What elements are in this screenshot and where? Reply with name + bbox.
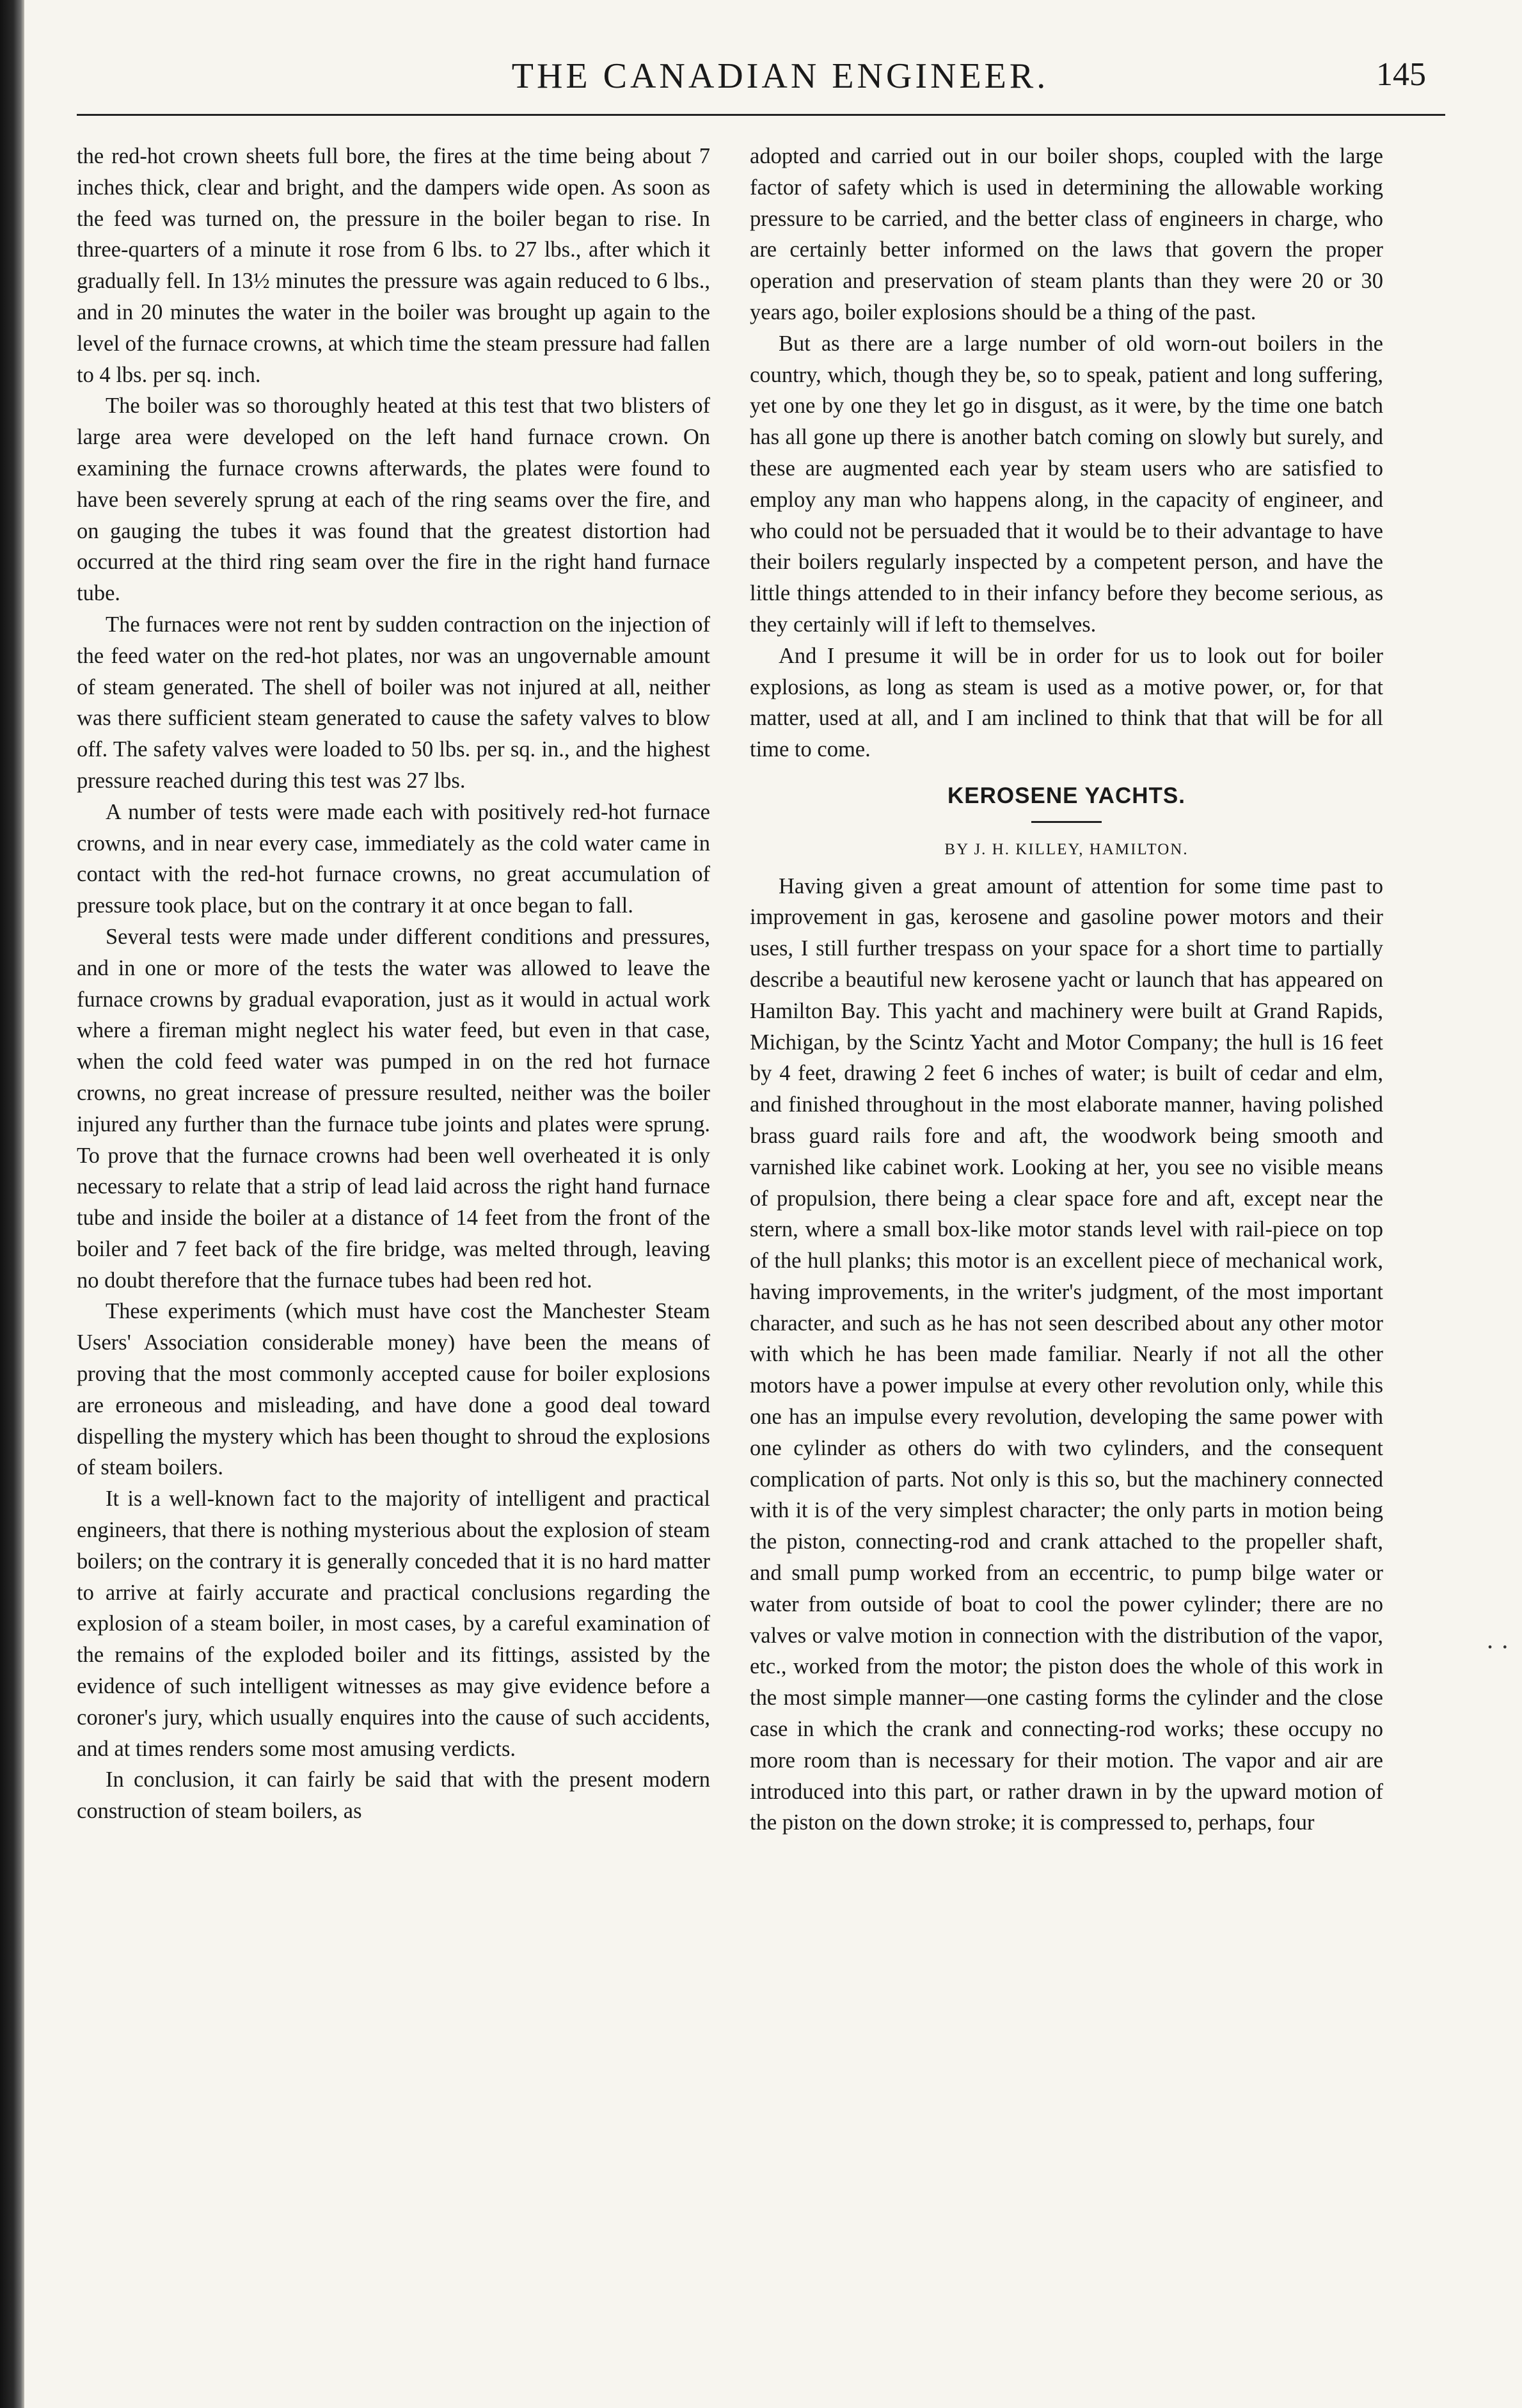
paragraph: A number of tests were made each with positively red-hot furnace crowns, and in near every case, immediately as the cold water came in contact with the red-hot furnace crowns, no great accumulation of pressure took place, but on the contrary it at once began to fall. [77,799,710,918]
article-title: KEROSENE YACHTS. [947,783,1185,808]
paragraph: Several tests were made under different conditions and pressures, and in one or more of the tests the water was allowed to leave the furnace crowns by gradual evaporation, just as it would in actual work where a fireman might neglect his water feed, but even in that case, when the cold feed water was pumped in on the red hot furnace crowns, no great increase of pressure resulted, neither was the boiler injured any further than the furnace tube joints and plates were sprung. To prove that the furnace crowns had been well overheated it is only necessary to relate that a strip of lead laid across the right hand furnace tube and inside the boiler at a distance of 14 feet from the front of the boiler and 7 feet back of the fire bridge, was melted through, leaving no doubt therefore that the furnace tubes had been red hot. [77,924,710,1293]
paragraph: In conclusion, it can fairly be said that with the present modern construction of steam boilers, as [77,1767,710,1824]
paragraph: And I presume it will be in order for us to look out for boiler explosions, as long as steam is used as a motive power, or, for that matter, used at all, and I am inclined to think that that will be for all time to come. [750,643,1383,762]
article-byline: BY J. H. KILLEY, HAMILTON. [944,840,1189,858]
title-rule [1031,821,1102,823]
print-specks: · · [1486,1632,1509,1661]
paragraph: These experiments (which must have cost the Manchester Steam Users' Association considerable money) have been the means of proving that the most commonly accepted cause for boiler explosions are erroneous and misleading, and have done a good deal toward dispelling the mystery which has been thought to shroud the explosions of steam boilers. [77,1299,710,1480]
article-paragraph: Having given a great amount of attention for some time past to improvement in gas, kerosene and gasoline power motors and their uses, I still further trespass on your space for a short time to partially describe a beautiful new kerosene yacht or launch that has appeared on Hamilton Bay. This yacht and machinery were built at Grand Rapids, Michigan, by the Scintz Yacht and Motor Company; the hull is 16 feet by 4 feet, drawing 2 feet 6 inches of water; is built of cedar and elm, and finished throughout in the most elaborate manner, having polished brass guard rails fore and aft, the woodwork being smooth and varnished like cabinet work. Looking at her, you see no visible means of propulsion, there being a clear space fore and aft, except near the stern, where a small box-like motor stands level with rail-piece on top of the hull planks; this motor is an excellent piece of mechanical work, having improvements, in the writer's judgment, of the most important character, and such as he has not seen described about any other motor with which he has been made familiar. Nearly if not all the other motors have a power impulse at every other revolution only, while this one has an impulse every revolution, developing the same power with one cylinder as others do with two cylinders, and the consequent complication of parts. Not only is this so, but the machinery connected with it is of the very simplest character; the only parts in motion being the piston, connecting-rod and crank attached to the propeller shaft, and small pump worked from an eccentric, to pump bilge water or water from outside of boat to cool the power cylinder; there are no valves or valve motion in connection with the distribution of the vapor, etc., worked from the motor; the piston does the whole of this work in the most simple manner—one casting forms the cylinder and the close case in which the crank and connecting-rod works; these occupy no more room than is necessary for their motion. The vapor and air are introduced into this part, or rather drawn in by the upward motion of the piston on the down stroke; it is compressed to, perhaps, four [750,873,1383,1835]
journal-title: THE CANADIAN ENGINEER. [511,56,1049,96]
page-header [77,48,1484,106]
binding-edge [0,0,24,2408]
page-number: 145 [1376,56,1426,93]
paragraph: It is a well-known fact to the majority of intelligent and practical engineers, that there is nothing mysterious about the explosion of steam boilers; on the contrary it is generally conceded that it is no hard matter to arrive at fairly accurate and practical conclusions regarding the explosion of a steam boiler, in most cases, by a careful examination of the remains of the exploded boiler and its fittings, assisted by the evidence of such intelligent witnesses as may give evidence before a coroner's jury, which usually enquires into the cause of such accidents, and at times renders some most amusing verdicts. [77,1487,710,1761]
paragraph: The boiler was so thoroughly heated at this test that two blisters of large area were developed on the left hand furnace crown. On examining the furnace crowns afterwards, the plates were found to have been severely sprung at each of the ring seams over the fire, and on gauging the tubes it was found that the greatest distortion had occurred at the third ring seam over the fire in the right hand furnace tube. [77,394,710,606]
header-rule [77,114,1445,116]
paragraph: adopted and carried out in our boiler shops, coupled with the large factor of safety which is used in determining the allowable working pressure to be carried, and the better class of engineers in charge, who are certainly better informed on the laws that govern the proper operation and preservation of steam plants than they were 20 or 30 years ago, boiler explosions should be a thing of the past. [750,144,1383,324]
left-column [77,141,710,1827]
paragraph: The furnaces were not rent by sudden contraction on the injection of the feed water on the red-hot plates, nor was an ungovernable amount of steam generated. The shell of boiler was not injured at all, neither was there sufficient steam generated to cause the safety valves to blow off. The safety valves were loaded to 50 lbs. per sq. in., and the highest pressure reached during this test was 27 lbs. [77,612,710,793]
right-column [750,141,1383,1838]
paragraph: But as there are a large number of old worn-out boilers in the country, which, though they be, so to speak, patient and long suffering, yet one by one they let go in disgust, as it were, by the time one batch has all gone up there is another batch coming on slowly but surely, and these are augmented each year by steam users who are satisfied to employ any man who happens along, in the capacity of engineer, and who could not be persuaded that it would be to their advantage to have their boilers regularly inspected by a competent person, and have the little things attended to in their infancy before they become serious, as they certainly will if left to themselves. [750,331,1383,637]
paragraph: the red-hot crown sheets full bore, the fires at the time being about 7 inches thick, clear and bright, and the dampers wide open. As soon as the feed was turned on, the pressure in the boiler began to rise. In three-quarters of a minute it rose from 6 lbs. to 27 lbs., after which it gradually fell. In 13½ minutes the pressure was again reduced to 6 lbs., and in 20 minutes the water in the boiler was brought up again to the level of the furnace crowns, at which time the steam pressure had fallen to 4 lbs. per sq. inch. [77,144,710,387]
